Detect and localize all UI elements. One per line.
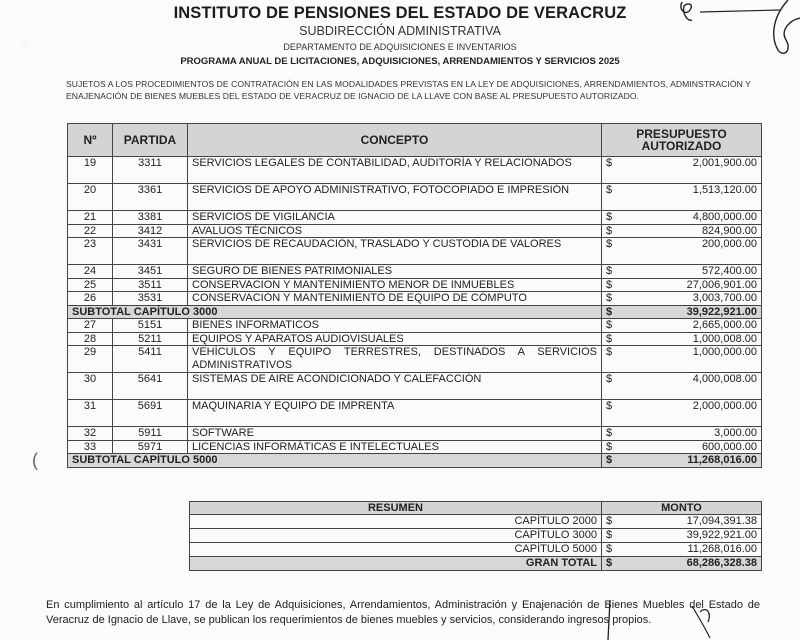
summary-row (190, 543, 762, 557)
currency-symbol: $ (602, 440, 619, 454)
row-concepto: SEGURO DE BIENES PATRIMONIALES (188, 265, 602, 279)
row-concepto: SERVICIOS DE VIGILANCIA (188, 211, 602, 225)
currency-symbol: $ (602, 305, 619, 319)
intro-paragraph: SUJETOS A LOS PROCEDIMIENTOS DE CONTRATACIÓN EN LAS MODALIDADES PREVISTAS EN LA LEY DE ADQUISICIONES, ARRENDAMIENTOS, ADMINSTRACIÓN Y ENAJENACIÓN DE BIENES MUEBLES DEL ESTADO DE VERACRUZ DE IGNACIO DE LA LLAVE CON BASE AL PRESUPUESTO AUTORIZADO. (66, 79, 751, 101)
currency-symbol: $ (602, 184, 619, 211)
table-row (68, 157, 762, 184)
table-row (68, 238, 762, 265)
row-monto: 2,665,000.00 (618, 319, 762, 333)
currency-symbol: $ (602, 515, 619, 529)
row-partida: 5691 (113, 400, 188, 427)
row-monto: 824,900.00 (618, 224, 762, 238)
row-number: 21 (68, 211, 113, 225)
row-concepto: SERVICIOS DE APOYO ADMINISTRATIVO, FOTOCOPIADO E IMPRESIÓN (188, 184, 602, 211)
currency-symbol: $ (602, 373, 619, 400)
row-number: 22 (68, 224, 113, 238)
row-concepto: SISTEMAS DE AIRE ACONDICIONADO Y CALEFACCIÓN (188, 373, 602, 400)
signature-bottom (600, 592, 800, 640)
row-partida: 3511 (113, 278, 188, 292)
row-number: 31 (68, 400, 113, 427)
row-monto: 4,800,000.00 (618, 211, 762, 225)
summary-header-row (190, 502, 762, 515)
subtotal-value: 11,268,016.00 (618, 454, 762, 468)
row-number: 33 (68, 440, 113, 454)
row-number: 28 (68, 332, 113, 346)
row-partida: 5641 (113, 373, 188, 400)
table-row (68, 427, 762, 441)
subtotal-label: SUBTOTAL CAPÍTULO 5000 (68, 454, 602, 468)
row-number: 32 (68, 427, 113, 441)
table-header-row (68, 124, 762, 157)
row-concepto: LICENCIAS INFORMÁTICAS E INTELECTUALES (188, 440, 602, 454)
row-partida: 3431 (113, 238, 188, 265)
row-partida: 3412 (113, 224, 188, 238)
row-concepto: AVALUOS TÉCNICOS (188, 224, 602, 238)
row-partida: 5411 (113, 346, 188, 373)
row-concepto: BIENES INFORMATICOS (188, 319, 602, 333)
table-row (68, 319, 762, 333)
row-concepto: MAQUINARIA Y EQUIPO DE IMPRENTA (188, 400, 602, 427)
pen-mark: ( (32, 450, 38, 470)
header-n: Nº (68, 124, 113, 157)
header-monto: MONTO (602, 502, 762, 515)
row-number: 30 (68, 373, 113, 400)
punch-hole-mark: ◌ (22, 38, 27, 47)
table-row (68, 224, 762, 238)
budget-table (67, 123, 762, 468)
table-row (68, 332, 762, 346)
currency-symbol: $ (602, 211, 619, 225)
row-partida: 3311 (113, 157, 188, 184)
currency-symbol: $ (602, 278, 619, 292)
header-concepto: CONCEPTO (188, 124, 602, 157)
summary-label: CAPÍTULO 3000 (190, 529, 602, 543)
summary-label: CAPÍTULO 2000 (190, 515, 602, 529)
currency-symbol: $ (602, 319, 619, 333)
institution-title: INSTITUTO DE PENSIONES DEL ESTADO DE VERACRUZ (173, 4, 627, 22)
subtotal-row-3000 (68, 305, 762, 319)
row-partida: 5911 (113, 427, 188, 441)
summary-row (190, 529, 762, 543)
table-row (68, 346, 762, 373)
currency-symbol: $ (602, 400, 619, 427)
currency-symbol: $ (602, 292, 619, 306)
department-title: DEPARTAMENTO DE ADQUISICIONES E INVENTARIOS (283, 42, 517, 52)
summary-table (189, 501, 762, 571)
summary-value: 39,922,921.00 (618, 529, 762, 543)
currency-symbol: $ (602, 454, 619, 468)
currency-symbol: $ (602, 238, 619, 265)
row-concepto: SOFTWARE (188, 427, 602, 441)
header-partida: PARTIDA (113, 124, 188, 157)
row-monto: 27,006,901.00 (618, 278, 762, 292)
row-partida: 5211 (113, 332, 188, 346)
summary-label: CAPÍTULO 5000 (190, 543, 602, 557)
summary-value: 17,094,391.38 (618, 515, 762, 529)
row-number: 29 (68, 346, 113, 373)
row-partida: 3451 (113, 265, 188, 279)
header-resumen: RESUMEN (190, 502, 602, 515)
row-partida: 3381 (113, 211, 188, 225)
currency-symbol: $ (602, 529, 619, 543)
currency-symbol: $ (602, 265, 619, 279)
table-row (68, 292, 762, 306)
subtotal-row-5000 (68, 454, 762, 468)
row-monto: 600,000.00 (618, 440, 762, 454)
program-title: PROGRAMA ANUAL DE LICITACIONES, ADQUISICIONES, ARRENDAMIENTOS Y SERVICIOS 2025 (180, 56, 620, 67)
signature-top-right (660, 0, 800, 60)
row-number: 27 (68, 319, 113, 333)
currency-symbol: $ (602, 543, 619, 557)
grand-total-label: GRAN TOTAL (190, 557, 602, 571)
footer-paragraph: En cumplimiento al artículo 17 de la Ley de Adquisiciones, Arrendamientos, Administración y Enajenación de Bienes Muebles del Estado de Veracruz de Ignacio de Llave, se publican los requerimientos de bienes muebles y servicios, considerando ingresos propios. (46, 599, 760, 626)
table-row (68, 440, 762, 454)
table-row (68, 278, 762, 292)
row-monto: 1,000,008.00 (618, 332, 762, 346)
row-monto: 3,000.00 (618, 427, 762, 441)
row-concepto: SERVICIOS DE RECAUDACIÓN, TRASLADO Y CUSTODIA DE VALORES (188, 238, 602, 265)
row-monto: 1,000,000.00 (618, 346, 762, 373)
currency-symbol: $ (602, 332, 619, 346)
grand-total-row (190, 557, 762, 571)
table-row (68, 184, 762, 211)
subdirection-title: SUBDIRECCIÓN ADMINISTRATIVA (299, 24, 501, 38)
subtotal-value: 39,922,921.00 (618, 305, 762, 319)
row-concepto: EQUIPOS Y APARATOS AUDIOVISUALES (188, 332, 602, 346)
row-monto: 3,003,700.00 (618, 292, 762, 306)
row-partida: 5971 (113, 440, 188, 454)
header-presupuesto: PRESUPUESTO AUTORIZADO (602, 124, 762, 157)
table-row (68, 373, 762, 400)
row-concepto: VEHÍCULOS Y EQUIPO TERRESTRES, DESTINADOS A SERVICIOS ADMINISTRATIVOS (188, 346, 602, 373)
table-row (68, 400, 762, 427)
row-monto: 4,000,008.00 (618, 373, 762, 400)
row-number: 24 (68, 265, 113, 279)
row-concepto: CONSERVACIÓN Y MANTENIMIENTO DE EQUIPO DE CÓMPUTO (188, 292, 602, 306)
currency-symbol: $ (602, 157, 619, 184)
currency-symbol: $ (602, 224, 619, 238)
subtotal-label: SUBTOTAL CAPÍTULO 3000 (68, 305, 602, 319)
currency-symbol: $ (602, 557, 619, 571)
row-partida: 3531 (113, 292, 188, 306)
currency-symbol: $ (602, 346, 619, 373)
row-monto: 1,513,120.00 (618, 184, 762, 211)
summary-value: 11,268,016.00 (618, 543, 762, 557)
row-concepto: CONSERVACION Y MANTENIMIENTO MENOR DE INMUEBLES (188, 278, 602, 292)
row-monto: 200,000.00 (618, 238, 762, 265)
row-number: 20 (68, 184, 113, 211)
row-number: 26 (68, 292, 113, 306)
row-number: 19 (68, 157, 113, 184)
row-monto: 2,000,000.00 (618, 400, 762, 427)
summary-row (190, 515, 762, 529)
row-partida: 5151 (113, 319, 188, 333)
currency-symbol: $ (602, 427, 619, 441)
table-row (68, 211, 762, 225)
row-monto: 572,400.00 (618, 265, 762, 279)
row-number: 25 (68, 278, 113, 292)
row-partida: 3361 (113, 184, 188, 211)
grand-total-value: 68,286,328.38 (618, 557, 762, 571)
row-monto: 2,001,900.00 (618, 157, 762, 184)
row-concepto: SERVICIOS LEGALES DE CONTABILIDAD, AUDITORÍA Y RELACIONADOS (188, 157, 602, 184)
table-row (68, 265, 762, 279)
row-number: 23 (68, 238, 113, 265)
